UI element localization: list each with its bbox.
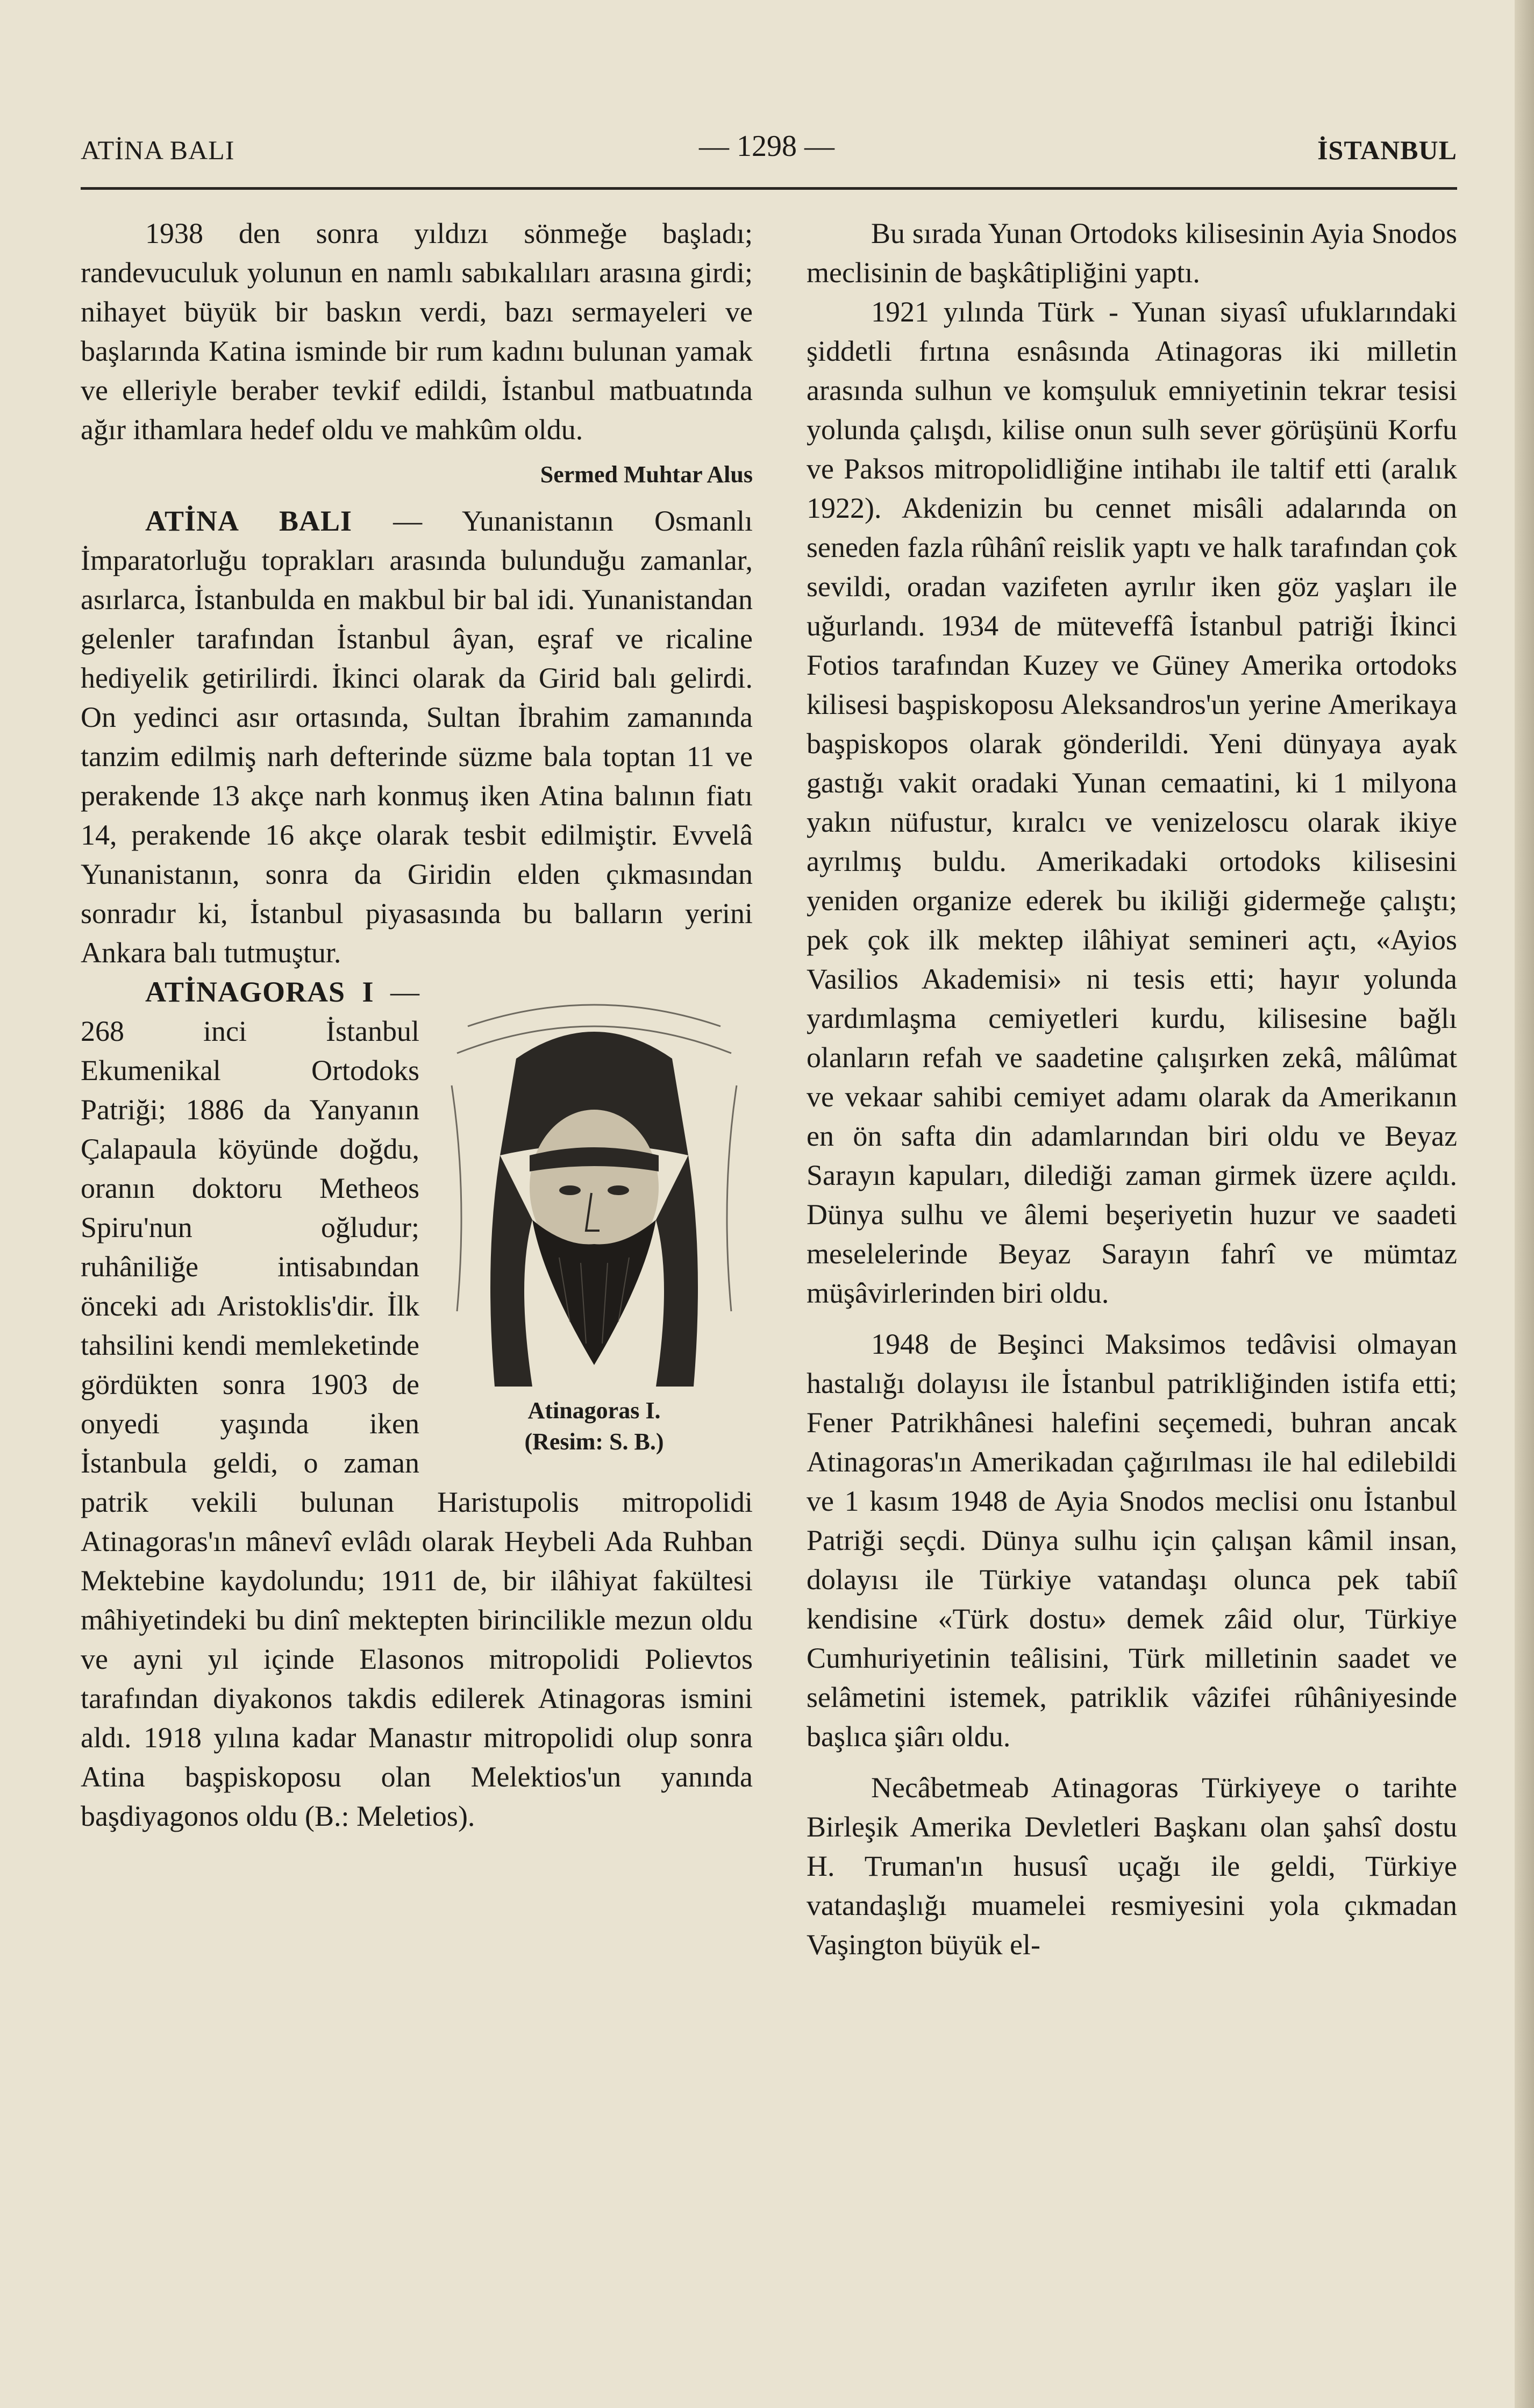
paragraph: 1921 yılında Türk - Yunan siyasî ufuklarındaki şiddetli fırtına esnâsında Atinagoras iki milletin arasında sulhun ve komşuluk emniyetinin tekrar tesisi yolunda çalışdı, kilise onun sulh sever görüşünü Korfu ve Paksos mitropolidliğine intihabı ile taltif etti (aralık 1922). Akdenizin bu cennet misâli adalarında on seneden fazla rûhânî reislik yaptı ve halk tarafından çok sevildi, oradan vazifeten ayrılır iken göz yaşları ile uğurlandı. 1934 de müteveffâ İstanbul patriği İkinci Fotios tarafından Kuzey ve Güney Amerika ortodoks kilisesi başpiskoposu Aleksandros'un yerine Amerikaya başpiskopos olarak gönderildi. Yeni dünyaya ayak gastığı vakit oradaki Yunan cemaatini, ki 1 milyona yakın nüfustur, kıralcı ve venizeloscu olarak ikiye ayrılmış buldu. Amerikadaki ortodoks kilisesini yeniden organize ederek bu ikiliği gidermeğe çalıştı; pek çok ilk mektep ilâhiyat semineri açtı, «Ayios Vasilios Akademisi» ni tesis etti; hayır yolunda yardımlaşma cemiyetleri kurdu, kilisesine bağlı olanların refah ve saadetine çalışırken zekâ, mâlûmat ve vekaar sahibi cemiyet adamı olarak da Amerikanın en ön safta din adamlarından biri oldu ve Beyaz Sarayın kapuları, dilediği zaman girmek üzere açıldı. Dünya sulhu ve âlemi beşeriyetin huzur ve saadeti meselelerinde Beyaz Sarayın fahrî ve mümtaz müşâvirlerinden biri oldu. bbox=[807, 296, 1457, 1309]
portrait-image bbox=[436, 978, 753, 1387]
left-column bbox=[81, 214, 753, 1836]
paragraph: Bu sırada Yunan Ortodoks kilisesinin Ayia Snodos meclisinin de başkâtipliğini yaptı. bbox=[807, 217, 1457, 289]
entry-atina-bali bbox=[81, 502, 753, 973]
caption-credit: (Resim: S. B.) bbox=[524, 1428, 664, 1455]
portrait-caption bbox=[436, 1395, 753, 1457]
entry-term: ATİNAGORAS I bbox=[145, 976, 374, 1008]
page-number: — 1298 — bbox=[699, 130, 834, 163]
page-edge bbox=[1515, 0, 1534, 2408]
header-left-term: ATİNA BALI bbox=[81, 135, 235, 165]
header-rule bbox=[81, 187, 1457, 190]
entry-text: — 268 inci İstanbul Ekumenikal Ortodoks Patriği; 1886 da Yanyanın Çalapaula köyünde doğdu, oranın doktoru Metheos Spiru'nun oğludur; ruhâniliğe intisabından önceki adı Aristoklis'dir. İlk tahsilini kendi memleketinde gördükten sonra 1903 de onyedi yaşında iken İstanbula geldi, o zaman patrik vekili bulunan Haristupolis mitropolidi Atinagoras'ın mânevî evlâdı olarak Heybeli Ada Ruhban Mektebine kaydolundu; 1911 de, bir ilâhiyat fakültesi mâhiyetindeki bu dinî mektepten birincilikle mezun oldu ve ayni yıl içinde Elasonos mitropolidi Polievtos tarafından diyakonos takdis edilerek Atinagoras ismini aldı. 1918 yılına kadar Manastır mitropolidi olup sonra Atina başpiskoposu olan Melektios'un yanında başdiyagonos oldu (B.: Meletios). bbox=[81, 976, 753, 1832]
caption-title: Atinagoras I. bbox=[527, 1397, 661, 1424]
paragraph: Necâbetmeab Atinagoras Türkiyeye o tarihte Birleşik Amerika Devletleri Başkanı olan şahsî dostu H. Truman'ın hususî uçağı ile geldi, Türkiye vatandaşlığı muamelei resmiyesini yola çıkmadan Vaşington büyük el- bbox=[807, 1771, 1457, 1961]
header-right-term: İSTANBUL bbox=[1317, 135, 1457, 165]
entry-term: ATİNA BALI bbox=[145, 505, 353, 537]
right-column bbox=[807, 214, 1457, 1964]
entry-atinagoras bbox=[81, 973, 753, 1836]
paragraph: 1948 de Beşinci Maksimos tedâvisi olmayan hastalığı dolayısı ile İstanbul patrikliğinden istifa etti; Fener Patrikhânesi halefini seçemedi, buhran ancak Atinagoras'ın Amerikadan çağırılması ile hal edilebildi ve 1 kasım 1948 de Ayia Snodos meclisi onu İstanbul Patriği seçdi. Dünya sulhu için çalışan kâmil insan, dolayısı ile Türkiye vatandaşı olunca pek tabiî kendisine «Türk dostu» demek zâid olur, Türkiye Cumhuriyetinin teâlisini, Türk milletinin saadet ve selâmetini istemek, patriklik vâzifei rûhâniyesinde başlıca şiârı oldu. bbox=[807, 1328, 1457, 1753]
entry-text: — Yunanistanın Osmanlı İmparatorluğu toprakları arasında bulunduğu zamanlar, asırlarca, İstanbulda en makbul bir bal idi. Yunanistandan gelenler tarafından İstanbul âyan, eşraf ve ricaline hediyelik getirilirdi. İkinci olarak da Girid balı gelirdi. On yedinci asır ortasında, Sultan İbrahim zamanında tanzim edilmiş narh defterinde süzme bala toptan 11 ve perakende 13 akçe narh konmuş iken Atina balının fiatı 14, perakende 16 akçe olarak tesbit edilmiştir. Evvelâ Yunanistanın, sonra da Giridin elden çıkmasından sonradır ki, İstanbul piyasasında bu balların yerini Ankara balı tutmuştur. bbox=[81, 505, 753, 969]
running-header bbox=[81, 129, 1457, 172]
paragraph: 1938 den sonra yıldızı sönmeğe başladı; randevuculuk yolunun en namlı sabıkalıları arasına girdi; nihayet büyük bir baskın verdi, bazı sermayeleri ve başlarında Katina isminde bir rum kadını bulunan yamak ve elleriyle beraber tevkif edildi, İstanbul matbuatında ağır ithamlara hedef oldu ve mahkûm oldu. bbox=[81, 217, 753, 446]
author-signature: Sermed Muhtar Alus bbox=[540, 461, 753, 488]
portrait-figure bbox=[436, 978, 753, 1457]
